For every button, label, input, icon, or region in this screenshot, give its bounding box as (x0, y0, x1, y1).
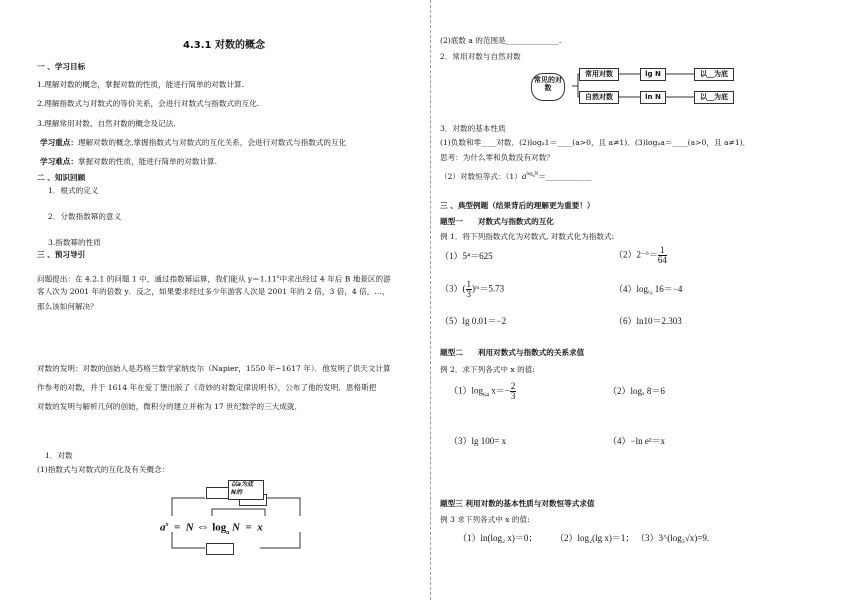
exercise-2-1 (449, 382, 516, 401)
review-1: 1．根式的定义 (48, 186, 99, 195)
goal-2: 2.理解指数式与对数式的等价关系，会进行对数式与指数式的互化. (37, 99, 260, 108)
exercise-text: 16＝−4 (654, 284, 683, 294)
key-text: 理解对数的概念,掌握指数式与对数式的互化关系，会进行对数式与指数式的互化 (77, 138, 347, 147)
log-properties: (1)负数和零____对数．(2)logₐ1＝____(a>0，且 a≠1)．(3)logₐa＝____(a>0，且 a≠1)． (440, 138, 751, 147)
diagram-label-box (228, 480, 264, 500)
subsection-text: (1)指数式与对数式的互化及有关概念： (37, 465, 170, 474)
blank-box[interactable] (206, 543, 234, 555)
fraction-num: 2 (510, 381, 516, 391)
exercise-text: （1）log (449, 385, 484, 396)
hard-label: 学习难点： (40, 157, 78, 166)
fraction-num: 1 (466, 279, 471, 289)
exercise-1-2 (614, 246, 667, 265)
identity-label: （2）对数恒等式：（1） (440, 172, 522, 181)
eq-base: a (160, 521, 166, 534)
section-heading: 二 、知识回顾 (37, 173, 86, 182)
key-label: 学习重点： (40, 138, 78, 147)
fraction-den: 3 (510, 391, 516, 401)
page-title: 4.3.1 对数的概念 (183, 40, 265, 51)
exercise-text: （4）log (614, 284, 649, 294)
exercise-2-4: （4）−ln e²＝x (608, 436, 666, 446)
goal-3: 3.理解常用对数、自然对数的概念及记法. (37, 119, 176, 128)
exercise-text: （3）( (440, 283, 466, 294)
eq-exponent: x (165, 522, 169, 528)
log-map-center: 常见的对数 (531, 73, 565, 101)
subsection-title: 3．对数的基本性质 (440, 124, 506, 133)
subsection-title: 1．对数 (45, 451, 73, 460)
log-base: ½ (648, 290, 653, 297)
fraction-den: 64 (657, 255, 667, 265)
section-heading: 一 、学习目标 (37, 62, 86, 71)
think-question: 思考：为什么零和负数没有对数？ (440, 153, 554, 162)
eq-equals: = (245, 521, 252, 534)
exercise-text: )ᵐ＝5.73 (472, 283, 505, 294)
history-line: 作参考的对数，并于 1614 年在爱丁堡出版了《奇妙的对数定律说明书》，公布了他的发明．恩格斯把 (37, 383, 377, 392)
exercise-1-4 (614, 284, 682, 299)
eq-result: x (257, 521, 263, 534)
common-log-base[interactable]: 以__为底 (694, 68, 734, 81)
base-range: (2)底数 a 的范围是______________. (440, 36, 562, 45)
section-heading: 三 、预习导引 (37, 250, 86, 259)
section-heading: 三 、典型例题（结果背后的理解更为重要！） (440, 201, 595, 210)
question-text: 问题提出：在 4.2.1 的问题 1 中，通过指数幂运算，我们能从 y＝1.11 (37, 274, 277, 284)
eq-arrow: ⇔ (196, 518, 210, 534)
question-line: 那么该如何解决？ (37, 302, 98, 311)
column-divider (430, 0, 431, 600)
type-title: 题型三 利用对数的基本性质与对数恒等式求值 (440, 499, 595, 508)
log-identity: （2）对数恒等式：$(1)a^{log_aN}=\_\_\_\_\_\_\_\_\_\_\_\_$ (440, 171, 592, 181)
goal-1: 1.理解对数的概念，掌握对数的性质，能进行简单的对数计算. (37, 80, 245, 89)
type-title: 题型一 对数式与指数式的互化 (440, 217, 554, 226)
question-line: 客人次为 2001 年的倍数 y．反之，如果要求经过多少年游客人次是 2001 年的 2 倍，3 倍，4 倍，…， (37, 287, 390, 296)
hard-text: 掌握对数的性质，能进行简单的对数计算. (77, 157, 218, 166)
natural-log-base[interactable]: 以__为底 (694, 91, 734, 104)
common-log-box: 常用对数 (579, 68, 619, 81)
exercise-text: x＝− (491, 385, 510, 396)
exercise-1-1: （1）5⁴＝625 (440, 251, 493, 261)
question-sup: x (276, 274, 280, 280)
diagram-label: N的 (231, 489, 243, 496)
example-prompt: 例 3 求下列各式中 x 的值: (440, 515, 530, 524)
conversion-equation (160, 520, 263, 538)
exercise-2-2: （2）logₓ 8＝6 (608, 386, 665, 396)
common-log-symbol: lg N (640, 68, 666, 81)
review-3: 3.指数幂的性质 (48, 238, 101, 247)
identity-blank: ＝____________ (538, 172, 592, 181)
type-title: 题型二 利用对数式与指数式的关系求值 (440, 348, 585, 357)
exercise-3-2: （2）log₂(lg x)＝1； (555, 533, 635, 543)
example-prompt: 例 2．求下列各式中 x 的值: (440, 365, 535, 374)
eq-power: N (185, 521, 194, 534)
eq-log: log (212, 521, 227, 534)
natural-log-box: 自然对数 (579, 91, 619, 104)
exercise-3-3: （3）3^(log₃√x)=9. (636, 533, 710, 543)
difficulty (40, 157, 217, 167)
exercise-3-1: （1）ln(log₂ x)＝0； (458, 533, 538, 543)
log-base: 64 (483, 392, 490, 399)
question-line (37, 272, 391, 285)
review-2: 2．分数指数幂的意义 (48, 212, 122, 221)
diagram-label: 以a为底 (231, 481, 254, 488)
exercise-1-5: （5）lg 0.01＝−2 (440, 316, 507, 326)
question-text: 中求出经过 4 年后 B 地景区的游 (279, 274, 391, 284)
natural-log-symbol: ln N (640, 91, 666, 104)
eq-log-base: a (226, 529, 230, 536)
history-line: 对数的发明与解析几何的创始，微积分的建立并称为 17 世纪数学的三大成就． (37, 402, 303, 411)
exercise-1-6: （6）ln10＝2.303 (614, 316, 682, 326)
fraction-den: 3 (466, 289, 471, 299)
history-line: 对数的发明：对数的创始人是苏格兰数学家纳皮尔（Napier，1550 年~1617 年）．他发明了供天文计算 (37, 364, 391, 373)
exercise-text: （2）2⁻⁶＝ (614, 249, 658, 260)
key-point (40, 138, 346, 148)
example-prompt: 例 1．将下列指数式化为对数式, 对数式化为指数式: (440, 232, 615, 241)
subsection-title: 2．常用对数与自然对数 (440, 52, 521, 61)
eq-equals: = (174, 521, 181, 534)
exercise-2-3: （3）lg 100= x (449, 436, 507, 446)
fraction-num: 1 (658, 246, 667, 256)
eq-antilog: N (232, 521, 240, 534)
exercise-1-3 (440, 280, 504, 299)
